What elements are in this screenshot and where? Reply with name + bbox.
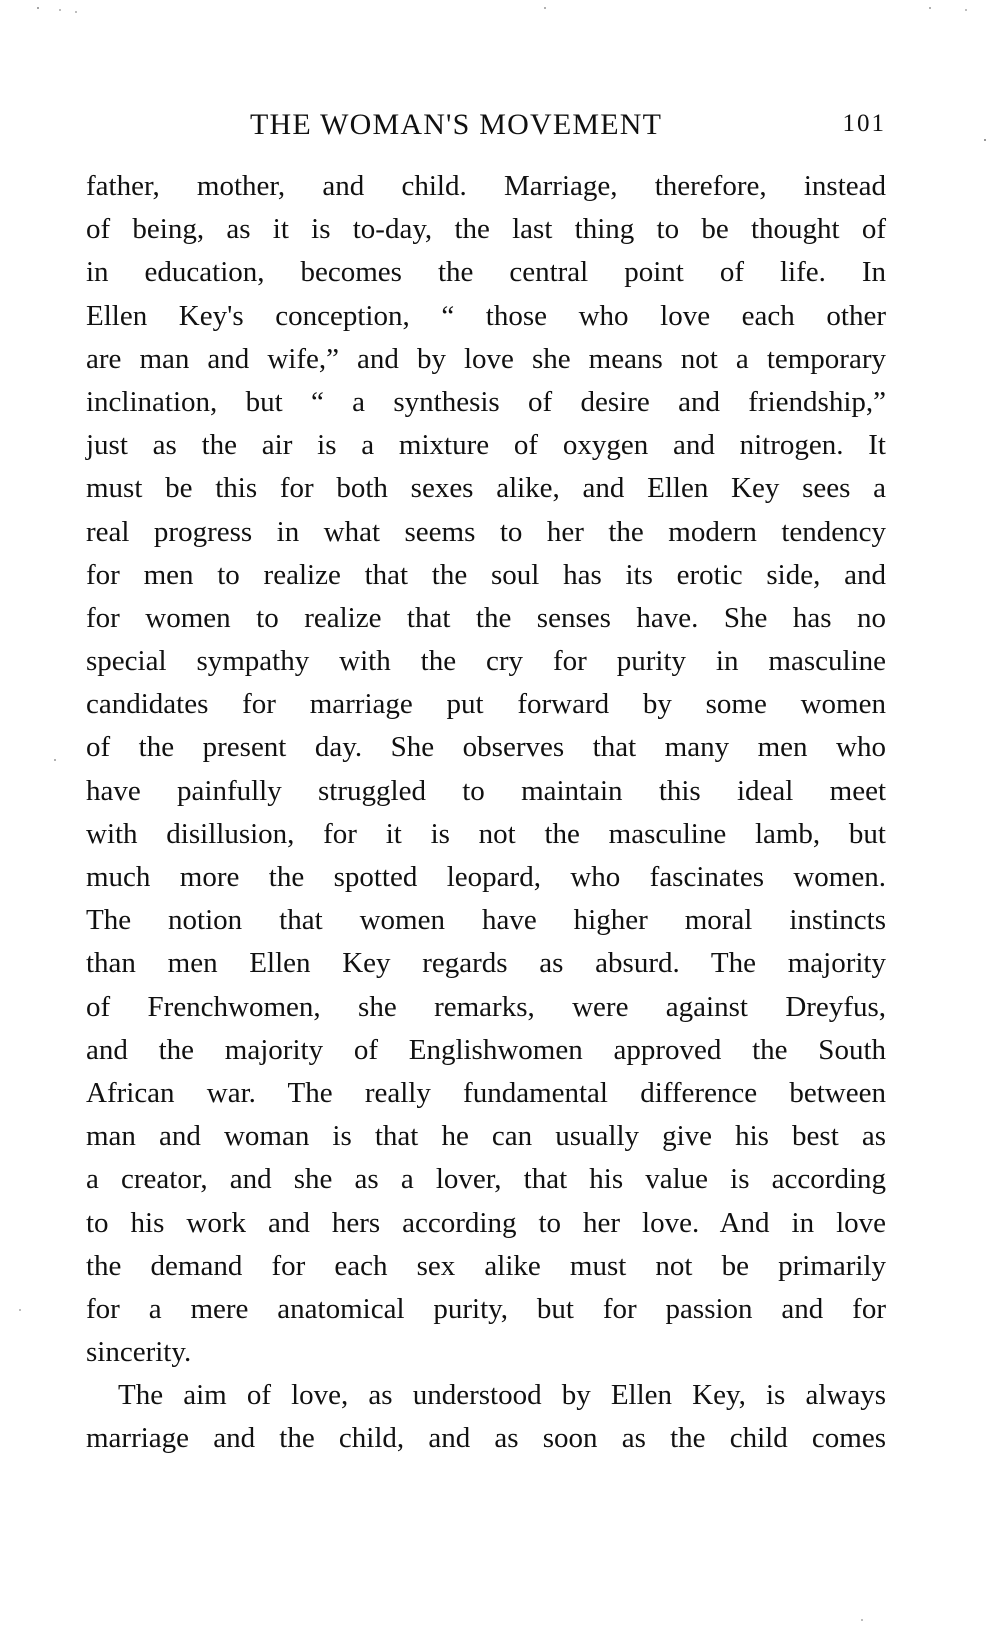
text-line: African war. The really fundamental difference between: [86, 1076, 886, 1109]
scan-speck: [984, 139, 986, 141]
text-line: The notion that women have higher moral instincts: [86, 904, 886, 937]
text-line: inclination, but “ a synthesis of desire and friendship,”: [86, 385, 886, 418]
text-line: for a mere anatomical purity, but for passion and for: [86, 1292, 886, 1325]
text-line: and the majority of Englishwomen approved the South: [86, 1033, 886, 1066]
scan-speck: [861, 1619, 863, 1621]
text-line: marriage and the child, and as soon as the child comes: [86, 1422, 886, 1455]
scan-speck: [965, 9, 967, 11]
text-line: are man and wife,” and by love she means not a temporary: [86, 342, 886, 375]
paragraph: [86, 1374, 886, 1460]
text-line: of Frenchwomen, she remarks, were against Dreyfus,: [86, 990, 886, 1023]
scan-speck: [544, 7, 546, 9]
text-line: must be this for both sexes alike, and Ellen Key sees a: [86, 472, 886, 505]
text-line: with disillusion, for it is not the masculine lamb, but: [86, 817, 886, 850]
text-line: of the present day. She observes that many men who: [86, 731, 886, 764]
text-line: real progress in what seems to her the modern tendency: [86, 515, 886, 548]
scan-speck: [59, 9, 61, 11]
text-line: for men to realize that the soul has its erotic side, and: [86, 558, 886, 591]
text-line: the demand for each sex alike must not be primarily: [86, 1249, 886, 1282]
scan-speck: [37, 7, 39, 9]
text-line: than men Ellen Key regards as absurd. The majority: [86, 947, 886, 980]
text-line: of being, as it is to-day, the last thing to be thought of: [86, 213, 886, 246]
body-text: [86, 165, 886, 1461]
scan-speck: [75, 11, 77, 13]
text-line: father, mother, and child. Marriage, therefore, instead: [86, 170, 886, 202]
text-line: Ellen Key's conception, “ those who love each other: [86, 299, 886, 332]
text-line: in education, becomes the central point of life. In: [86, 256, 886, 289]
text-line: sincerity.: [86, 1336, 192, 1369]
text-line: to his work and hers according to her love. And in love: [86, 1206, 886, 1239]
text-line: special sympathy with the cry for purity in masculine: [86, 645, 886, 678]
text-line: The aim of love, as understood by Ellen Key, is always: [118, 1379, 886, 1412]
text-line: for women to realize that the senses have. She has no: [86, 601, 886, 634]
scan-speck: [54, 759, 56, 761]
text-line: man and woman is that he can usually give his best as: [86, 1120, 886, 1153]
text-line: a creator, and she as a lover, that his value is according: [86, 1163, 886, 1196]
text-line: just as the air is a mixture of oxygen and nitrogen. It: [86, 429, 886, 462]
text-line: candidates for marriage put forward by some women: [86, 688, 886, 721]
running-title: THE WOMAN'S MOVEMENT: [250, 108, 663, 141]
scan-speck: [19, 1309, 21, 1311]
text-line: much more the spotted leopard, who fascinates women.: [86, 861, 886, 893]
page-number: 101: [842, 110, 886, 137]
scan-speck: [929, 7, 931, 9]
text-line: have painfully struggled to maintain this ideal meet: [86, 774, 886, 807]
paragraph: [86, 165, 886, 1374]
running-head: [86, 108, 886, 148]
